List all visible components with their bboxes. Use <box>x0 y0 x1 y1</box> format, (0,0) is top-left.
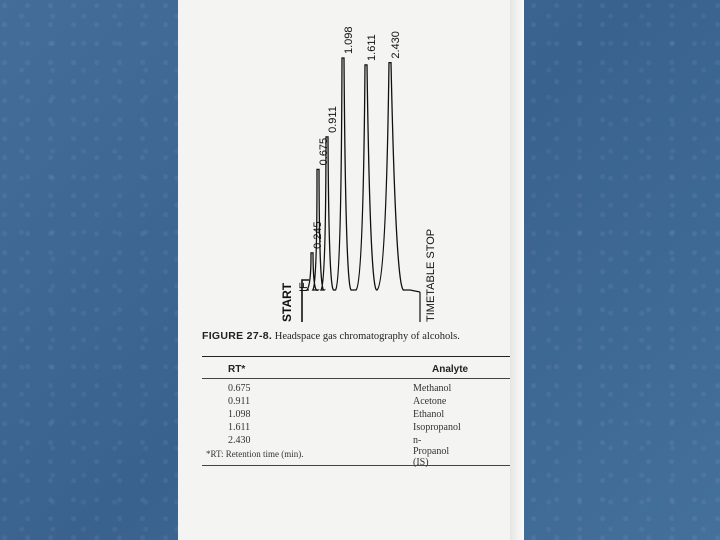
figure-number: FIGURE 27-8. <box>202 330 273 342</box>
table-rule-top <box>202 356 510 357</box>
table-cell-rt: 2.430 <box>228 435 251 446</box>
figure-caption-text: Headspace gas chromatography of alcohols. <box>274 331 460 342</box>
table-cell-rt: 1.611 <box>228 422 251 433</box>
table-rule-bottom <box>202 465 510 466</box>
timetable-stop-label: TIMETABLE STOP <box>425 228 437 322</box>
table-row <box>0 409 445 421</box>
figure-caption <box>202 330 502 342</box>
table-header-rt: RT* <box>228 364 246 375</box>
peak-label: 0.245 <box>312 221 324 249</box>
peak-label: 1.098 <box>343 26 355 54</box>
chromatogram-trace <box>307 58 420 292</box>
start-label: START <box>280 282 294 322</box>
if-label: IF <box>298 282 310 292</box>
table-rule-mid <box>202 378 510 379</box>
peak-label: 1.611 <box>366 34 378 61</box>
table-cell-analyte: Ethanol <box>413 409 445 420</box>
table-header-analyte: Analyte <box>432 364 469 375</box>
table-cell-analyte: Methanol <box>413 383 452 394</box>
table-row <box>0 422 461 434</box>
peak-label: 0.911 <box>327 106 339 133</box>
peak-label: 2.430 <box>390 31 402 59</box>
table-cell-rt: 0.675 <box>228 383 251 394</box>
table-cell-rt: 1.098 <box>228 409 251 420</box>
table-cell-rt: 0.911 <box>228 396 251 407</box>
table-cell-analyte: n-Propanol (IS) <box>413 435 450 468</box>
table-cell-analyte: Isopropanol <box>413 422 461 433</box>
peak-label: 0.675 <box>318 137 330 166</box>
table-row <box>0 383 452 395</box>
table-footnote: *RT: Retention time (min). <box>206 449 304 459</box>
table-row <box>0 396 447 408</box>
table-cell-analyte: Acetone <box>413 396 447 407</box>
peaks-layer <box>302 58 420 322</box>
